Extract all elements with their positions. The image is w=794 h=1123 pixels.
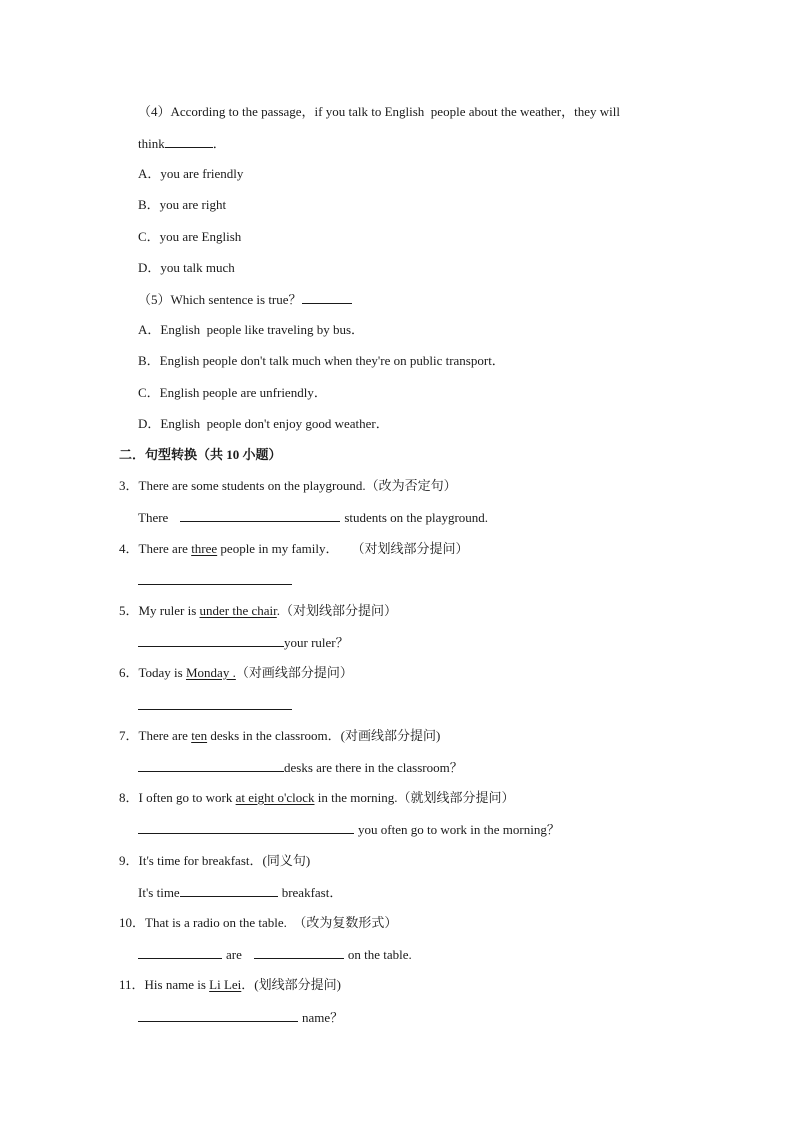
item-9-answer-blank[interactable] bbox=[180, 884, 278, 897]
item-7-suffix: desks are there in the classroom？ bbox=[284, 760, 463, 775]
item-5-suffix: your ruler？ bbox=[284, 635, 349, 650]
item-5-underlined: under the chair bbox=[199, 603, 277, 618]
section-heading: 二．句型转换（共 10 小题） bbox=[119, 447, 282, 462]
item-8-prompt bbox=[119, 790, 515, 806]
item-8-text-a: 8．I often go to work bbox=[119, 790, 236, 805]
item-4-text-c: people in my family． （对划线部分提问） bbox=[217, 541, 469, 556]
item-9-prompt: 9．It's time for breakfast．(同义句) bbox=[119, 853, 311, 868]
q4-option-a[interactable]: A．you are friendly bbox=[138, 166, 244, 181]
item-7-prompt bbox=[119, 728, 440, 744]
item-8-text-c: in the morning.（就划线部分提问） bbox=[314, 790, 515, 805]
item-10-suffix: on the table. bbox=[347, 947, 412, 962]
q5-option-a[interactable]: A．English people like traveling by bus． bbox=[138, 322, 365, 337]
item-8-answer-blank[interactable] bbox=[138, 821, 354, 834]
item-9-prefix: It's time bbox=[138, 885, 180, 900]
item-11-prompt bbox=[119, 977, 341, 993]
item-3-suffix: students on the playground. bbox=[344, 510, 489, 525]
q5-stem bbox=[138, 291, 352, 308]
q4-answer-blank[interactable] bbox=[165, 135, 213, 148]
item-9-answer-line bbox=[138, 884, 342, 901]
q4-stem-word: think bbox=[138, 136, 165, 151]
item-7-answer-line bbox=[138, 759, 463, 776]
q5-stem-text: （5）Which sentence is true？ bbox=[138, 292, 302, 307]
item-11-text-a: 11．His name is bbox=[119, 977, 210, 992]
q5-option-b[interactable]: B．English people don't talk much when they're on public transport． bbox=[138, 353, 505, 368]
q4-option-c[interactable]: C．you are English bbox=[138, 229, 242, 244]
item-7-underlined: ten bbox=[191, 728, 208, 743]
item-10-answer-line bbox=[138, 946, 412, 963]
item-4-answer-line bbox=[138, 572, 292, 589]
item-9-suffix: breakfast． bbox=[281, 885, 343, 900]
q5-option-d[interactable]: D．English people don't enjoy good weather． bbox=[138, 416, 389, 431]
item-6-answer-line bbox=[138, 697, 292, 714]
item-4-text-a: 4．There are bbox=[119, 541, 192, 556]
item-3-answer-blank[interactable] bbox=[180, 509, 340, 522]
item-6-prompt bbox=[119, 665, 353, 681]
item-5-text-c: .（对划线部分提问） bbox=[276, 603, 398, 618]
item-7-text-c: desks in the classroom．(对画线部分提问) bbox=[207, 728, 441, 743]
item-3-prefix: There bbox=[138, 510, 169, 525]
item-4-underlined: three bbox=[191, 541, 218, 556]
q5-option-c[interactable]: C．English people are unfriendly． bbox=[138, 385, 327, 400]
item-5-text-a: 5．My ruler is bbox=[119, 603, 200, 618]
item-11-underlined: Li Lei bbox=[209, 977, 242, 992]
q4-stem-line2 bbox=[138, 135, 226, 152]
item-8-answer-line bbox=[138, 821, 560, 838]
item-3-answer-line bbox=[138, 509, 488, 526]
item-11-answer-line bbox=[138, 1009, 343, 1026]
item-10-prompt: 10．That is a radio on the table. （改为复数形式） bbox=[119, 915, 398, 930]
q4-option-d[interactable]: D．you talk much bbox=[138, 260, 235, 275]
q5-answer-blank[interactable] bbox=[302, 291, 352, 304]
item-6-underlined: Monday . bbox=[185, 665, 236, 680]
item-5-prompt bbox=[119, 603, 397, 619]
q4-option-b[interactable]: B．you are right bbox=[138, 197, 227, 212]
item-8-underlined: at eight o'clock bbox=[235, 790, 315, 805]
item-3-prompt: 3．There are some students on the playground.（改为否定句） bbox=[119, 478, 457, 493]
item-5-answer-blank[interactable] bbox=[138, 634, 284, 647]
item-7-text-a: 7．There are bbox=[119, 728, 192, 743]
item-6-answer-blank[interactable] bbox=[138, 697, 292, 710]
item-6-text-c: （对画线部分提问） bbox=[235, 665, 353, 680]
item-8-suffix: you often go to work in the morning？ bbox=[358, 822, 560, 837]
item-4-prompt bbox=[119, 541, 468, 557]
item-10-answer-blank-1[interactable] bbox=[138, 946, 222, 959]
item-11-suffix: name？ bbox=[302, 1010, 344, 1025]
item-4-answer-blank[interactable] bbox=[138, 572, 292, 585]
item-7-answer-blank[interactable] bbox=[138, 759, 284, 772]
item-10-middle: are bbox=[226, 947, 242, 962]
item-5-answer-line bbox=[138, 634, 349, 651]
item-11-text-c: ．(划线部分提问) bbox=[241, 977, 341, 992]
item-6-text-a: 6．Today is bbox=[119, 665, 186, 680]
item-11-answer-blank[interactable] bbox=[138, 1009, 298, 1022]
item-10-answer-blank-2[interactable] bbox=[254, 946, 344, 959]
q4-stem-line1: （4）According to the passage，if you talk to English people about the weather，they will bbox=[138, 104, 620, 119]
q4-stem-end: ． bbox=[212, 136, 226, 151]
